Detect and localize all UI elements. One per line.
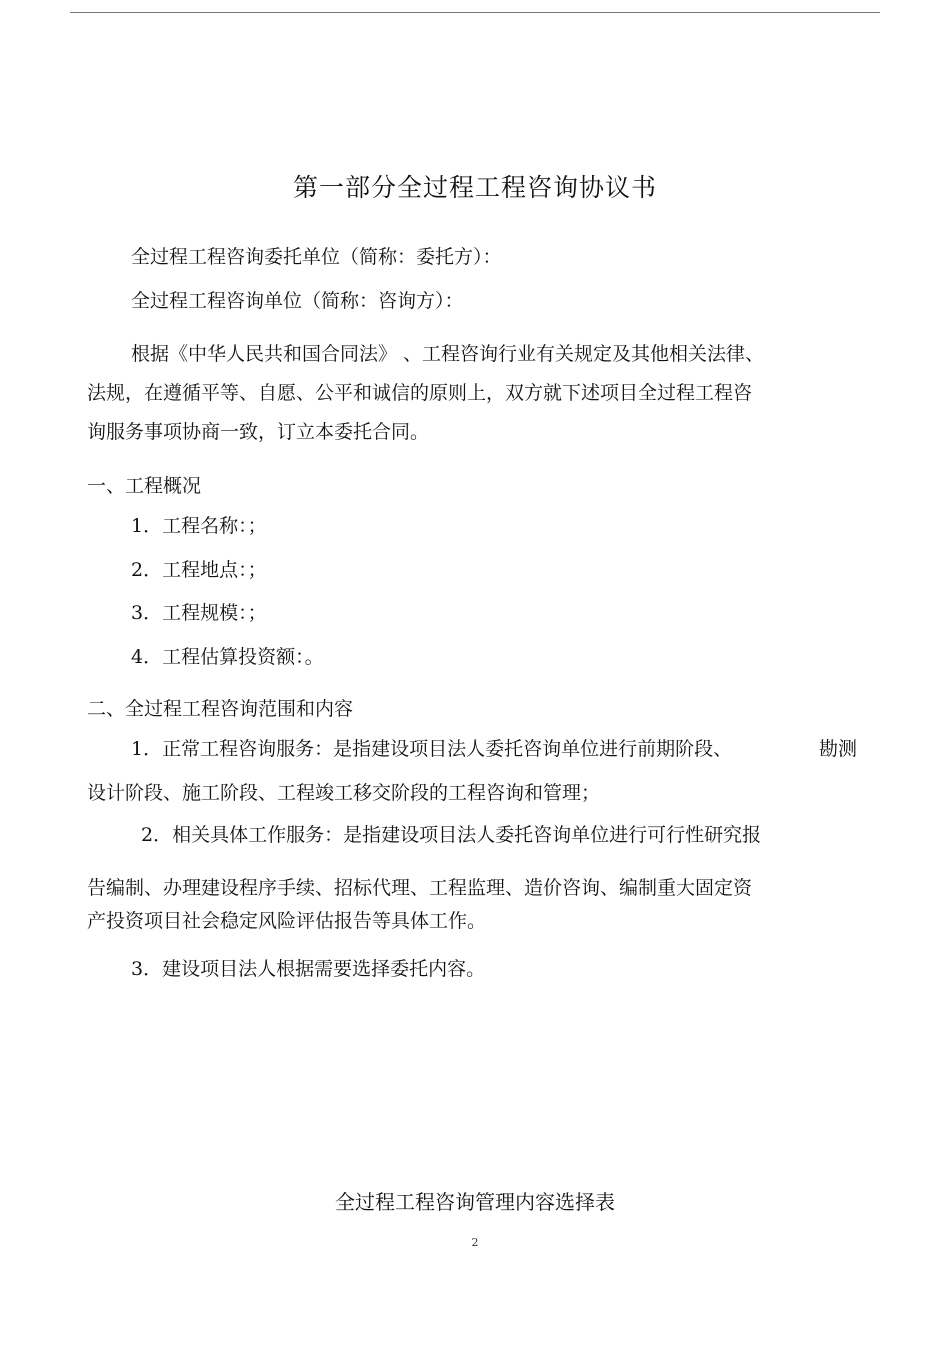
section-2-item-2-line-2: 告编制、办理建设程序手续、招标代理、工程监理、造价咨询、编制重大固定资 xyxy=(87,877,753,899)
section-1-item-3: 3．工程规模：； xyxy=(131,602,267,624)
section-2-item-2-line-3: 产投资项目社会稳定风险评估报告等具体工作。 xyxy=(87,910,487,932)
preamble-line-1: 根据《中华人民共和国合同法》 、工程咨询行业有关规定及其他相关法律、 xyxy=(131,343,765,365)
section-2-item-2-line-1: 2．相关具体工作服务：是指建设项目法人委托咨询单位进行可行性研究报 xyxy=(141,824,762,846)
section-2-item-1-line-1: 1．正常工程咨询服务：是指建设项目法人委托咨询单位进行前期阶段、 xyxy=(131,738,733,760)
document-title: 第一部分全过程工程咨询协议书 xyxy=(292,173,657,202)
section-1-item-4: 4．工程估算投资额：。 xyxy=(131,646,324,668)
section-1-heading: 一、工程概况 xyxy=(87,475,202,497)
consultant-party-line: 全过程工程咨询单位（简称：咨询方）： xyxy=(131,290,464,312)
section-1-item-2: 2．工程地点：； xyxy=(131,559,267,581)
section-2-item-1-line-1-end: 勘测 xyxy=(819,738,858,760)
preamble-line-3: 询服务事项协商一致，订立本委托合同。 xyxy=(87,421,430,443)
section-2-item-3: 3．建设项目法人根据需要选择委托内容。 xyxy=(131,958,486,980)
table-caption: 全过程工程咨询管理内容选择表 xyxy=(335,1190,615,1214)
section-1-item-1: 1．工程名称：； xyxy=(131,515,267,537)
page-number: 2 xyxy=(471,1236,479,1249)
section-2-heading: 二、全过程工程咨询范围和内容 xyxy=(87,698,354,720)
header-rule xyxy=(70,12,880,13)
section-2-item-1-line-2: 设计阶段、施工阶段、工程竣工移交阶段的工程咨询和管理； xyxy=(87,782,601,804)
client-party-line: 全过程工程咨询委托单位（简称：委托方）： xyxy=(131,246,502,268)
preamble-line-2: 法规，在遵循平等、自愿、公平和诚信的原则上，双方就下述项目全过程工程咨 xyxy=(87,382,753,404)
